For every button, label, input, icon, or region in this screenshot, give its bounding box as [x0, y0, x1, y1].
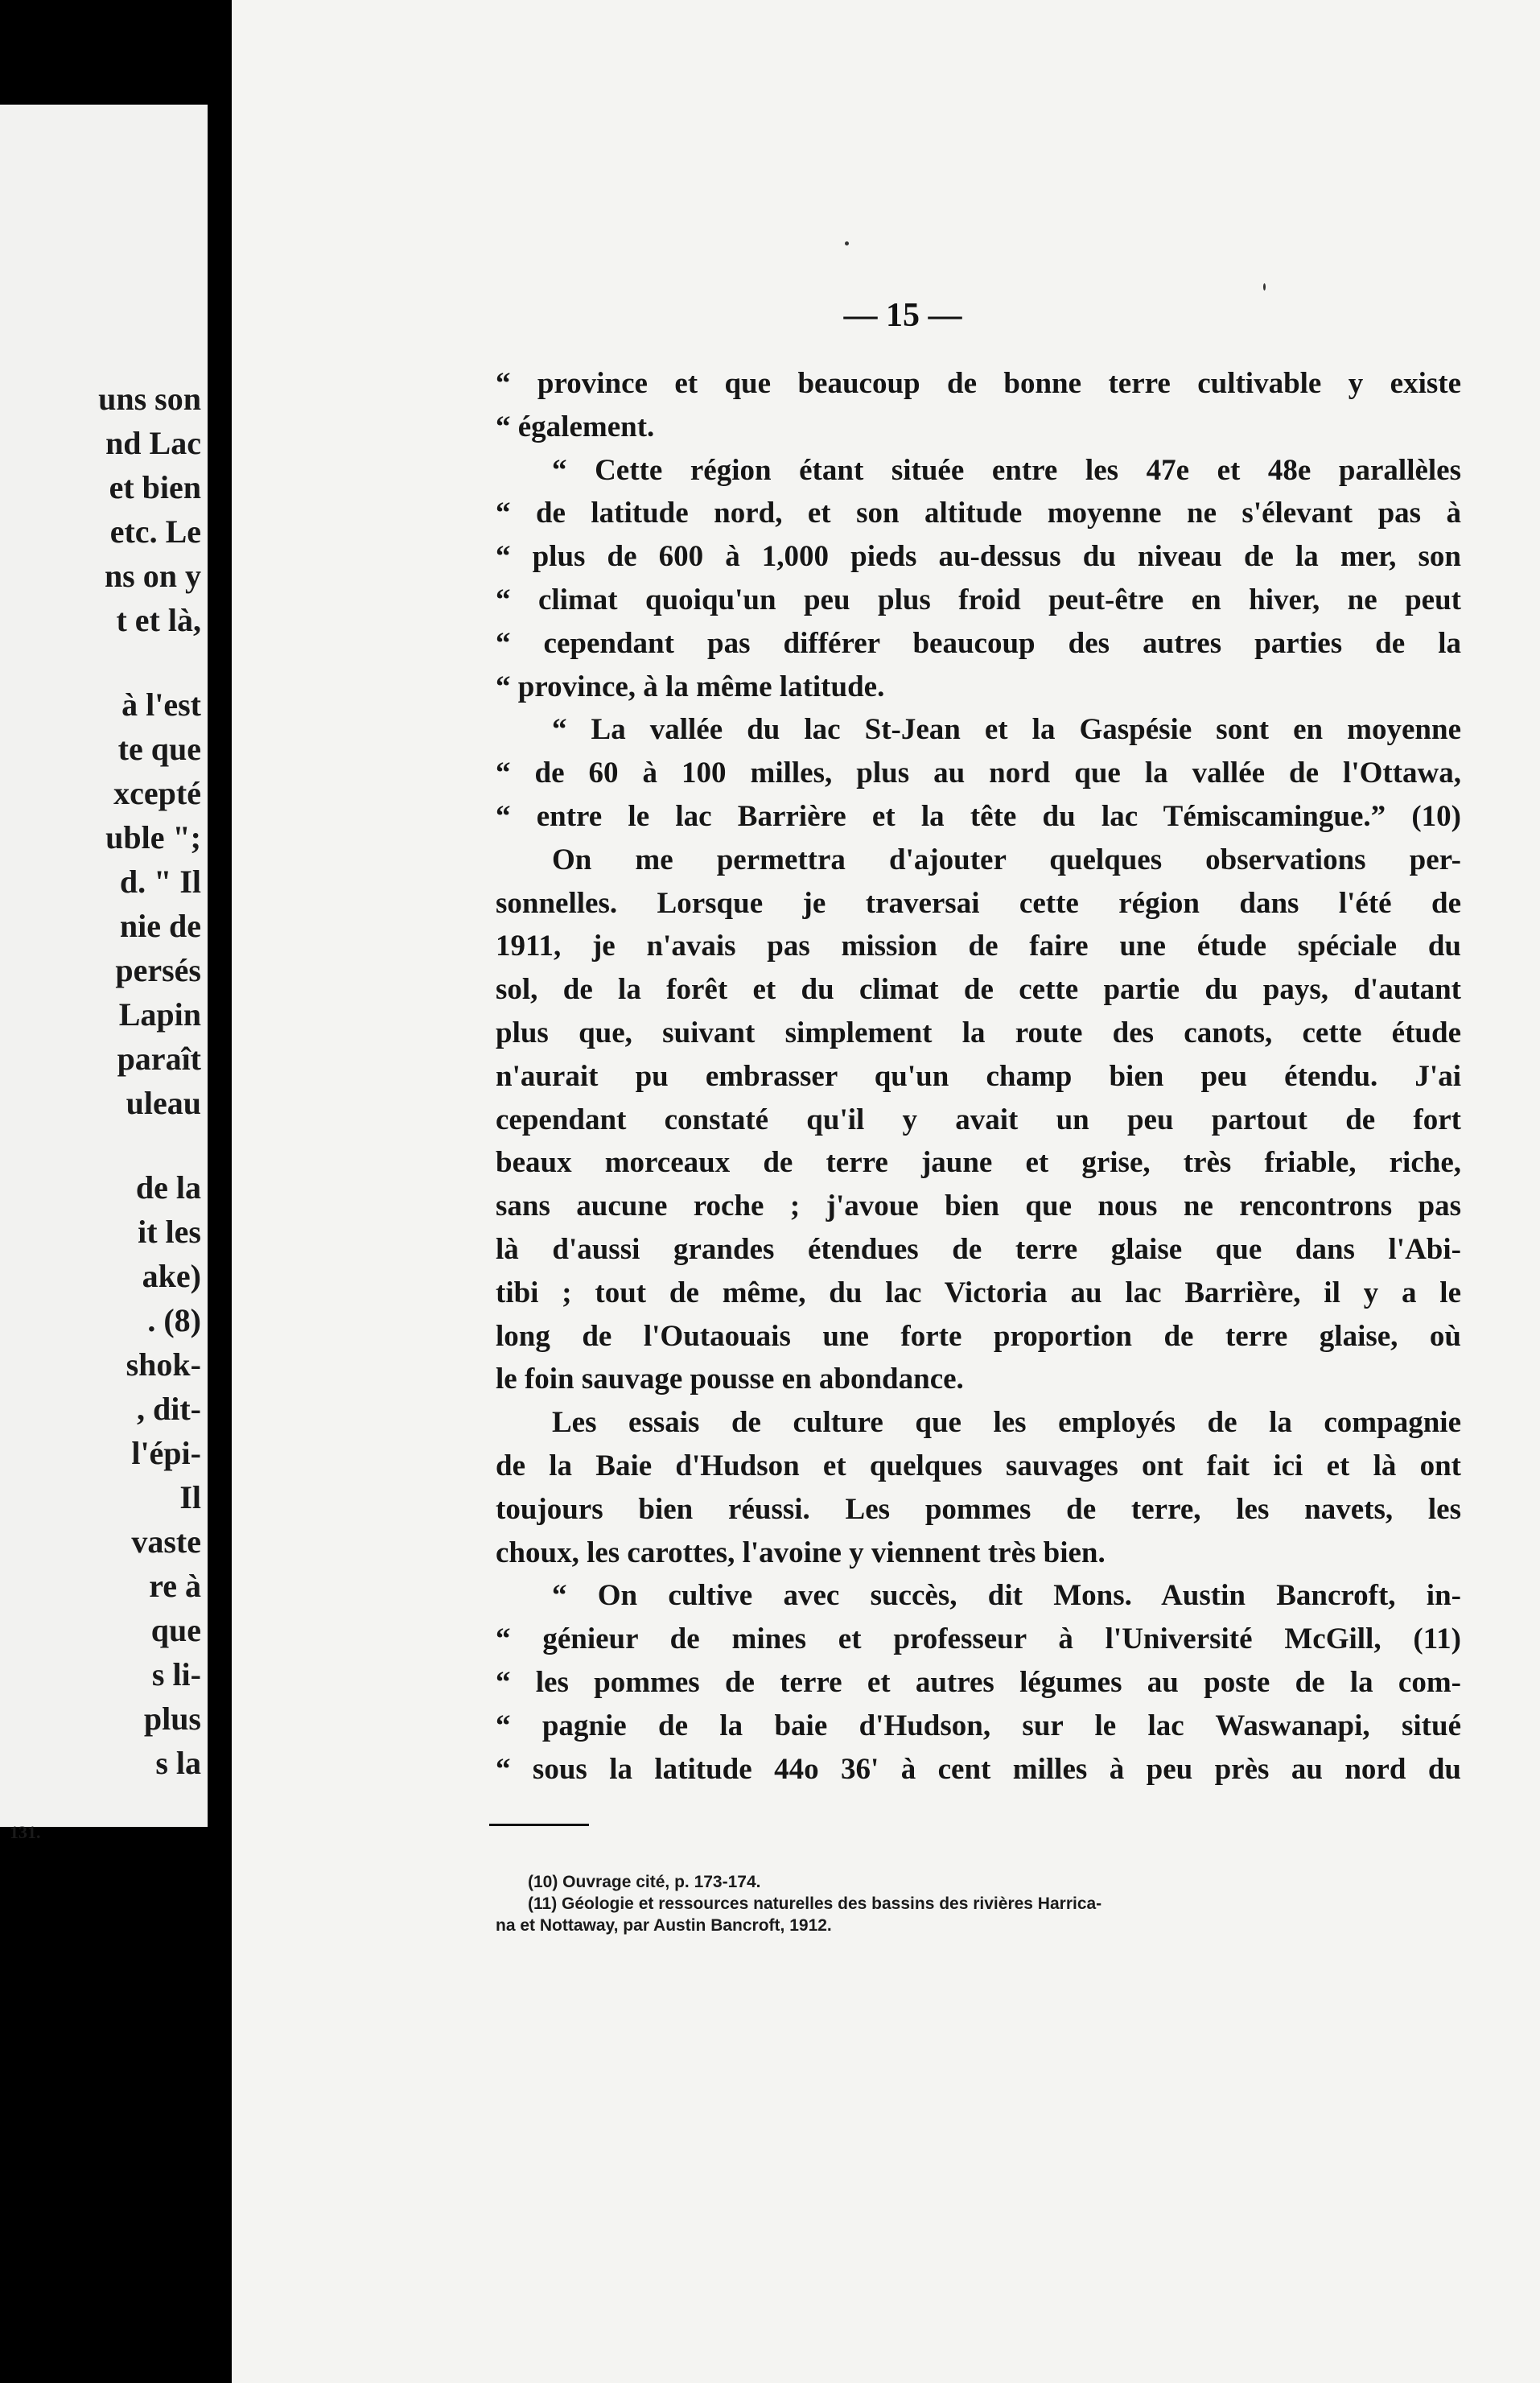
- text-line: “ pagnie de la baie d'Hudson, sur le lac Waswanapi, situé: [496, 1709, 1461, 1742]
- scan-speck: [1263, 283, 1266, 291]
- page-number: — 15 —: [843, 297, 962, 334]
- text-line: sonnelles. Lorsque je traversai cette région dans l'été de: [496, 886, 1461, 920]
- left-fragment: vaste: [131, 1523, 201, 1560]
- left-fragment: ns on y: [104, 558, 201, 594]
- main-page: [219, 0, 1540, 2383]
- footnote: (10) Ouvrage cité, p. 173-174.: [528, 1873, 761, 1891]
- text-line: là d'aussi grandes étendues de terre glaise que dans l'Abi-: [496, 1232, 1461, 1266]
- left-fragment: etc. Le: [109, 513, 201, 550]
- left-fragment: s li-: [151, 1656, 201, 1692]
- left-fragment: paraît: [117, 1041, 201, 1077]
- text-line: cependant constaté qu'il y avait un peu partout de fort: [496, 1103, 1461, 1136]
- text-line: “ On cultive avec succès, dit Mons. Austin Bancroft, in-: [552, 1579, 1461, 1613]
- text-line: toujours bien réussi. Les pommes de terre, les navets, les: [496, 1492, 1461, 1526]
- left-fragment: uleau: [126, 1085, 201, 1121]
- text-line: Les essais de culture que les employés de la compagnie: [552, 1406, 1461, 1440]
- text-line: “ de latitude nord, et son altitude moyenne ne s'élevant pas à: [496, 497, 1461, 530]
- footnote: (11) Géologie et ressources naturelles des bassins des rivières Harrica-: [528, 1894, 1102, 1913]
- left-fragment: ake): [142, 1258, 201, 1294]
- body-text: [496, 362, 1461, 1791]
- left-fragment: l'épi-: [131, 1435, 201, 1471]
- left-fragment: à l'est: [121, 686, 201, 723]
- text-line: de la Baie d'Hudson et quelques sauvages ont fait ici et là ont: [496, 1449, 1461, 1482]
- scan-speck: [845, 241, 849, 245]
- text-line: “ plus de 600 à 1,000 pieds au-dessus du niveau de la mer, son: [496, 540, 1461, 574]
- text-line: “ sous la latitude 44o 36' à cent milles à peu près au nord du: [496, 1752, 1461, 1786]
- left-fragment: , dit-: [137, 1391, 201, 1427]
- footnote: na et Nottaway, par Austin Bancroft, 1912.: [496, 1916, 832, 1935]
- text-line: “ La vallée du lac St-Jean et la Gaspésie sont en moyenne: [552, 713, 1461, 747]
- left-fragment: nd Lac: [105, 425, 201, 461]
- left-fragment: persés: [115, 952, 201, 988]
- text-line: 1911, je n'avais pas mission de faire une étude spéciale du: [496, 930, 1461, 963]
- left-fragment: Il: [179, 1479, 201, 1515]
- left-fragment: shok-: [126, 1346, 201, 1383]
- text-line: sans aucune roche ; j'avoue bien que nous ne rencontrons pas: [496, 1189, 1461, 1223]
- text-line: “ entre le lac Barrière et la tête du lac Témiscamingue.” (10): [496, 799, 1461, 833]
- left-page-fragment: [0, 105, 208, 1842]
- left-fragment: uble ";: [105, 819, 201, 855]
- text-line: le foin sauvage pousse en abondance.: [496, 1363, 964, 1396]
- text-line: “ climat quoiqu'un peu plus froid peut-être en hiver, ne peut: [496, 583, 1461, 616]
- footnote-rule: [489, 1824, 589, 1826]
- text-line: On me permettra d'ajouter quelques observations per-: [552, 843, 1461, 876]
- left-fragment: de la: [135, 1169, 201, 1206]
- text-line: “ cependant pas différer beaucoup des autres parties de la: [496, 626, 1461, 660]
- text-line: long de l'Outaouais une forte proportion de terre glaise, où: [496, 1319, 1461, 1353]
- footnotes: [496, 1871, 1445, 1936]
- left-fragment: d. " Il: [119, 864, 201, 900]
- text-line: tibi ; tout de même, du lac Victoria au lac Barrière, il y a le: [496, 1276, 1461, 1309]
- left-fragment: . (8): [147, 1302, 201, 1338]
- text-line: sol, de la forêt et du climat de cette partie du pays, d'autant: [496, 973, 1461, 1007]
- left-fragment: it les: [138, 1214, 201, 1250]
- left-page-number: 131.: [10, 1822, 41, 1842]
- text-line: plus que, suivant simplement la route des canots, cette étude: [496, 1016, 1461, 1049]
- left-fragment: et bien: [109, 469, 201, 505]
- left-fragment: re à: [149, 1568, 201, 1604]
- left-fragment: Lapin: [118, 996, 201, 1033]
- gutter-rule: [219, 0, 232, 2383]
- left-fragment: que: [150, 1612, 201, 1648]
- text-line: n'aurait pu embrasser qu'un champ bien peu étendu. J'ai: [496, 1059, 1461, 1093]
- left-fragment: uns son: [98, 381, 201, 417]
- text-line: “ province et que beaucoup de bonne terre cultivable y existe: [496, 367, 1461, 400]
- left-fragment: te que: [117, 731, 201, 767]
- left-fragment: t et là,: [116, 602, 201, 638]
- text-line: choux, les carottes, l'avoine y viennent très bien.: [496, 1536, 1106, 1569]
- text-line: “ également.: [496, 410, 655, 443]
- text-line: “ de 60 à 100 milles, plus au nord que la vallée de l'Ottawa,: [496, 757, 1461, 790]
- text-line: “ Cette région étant située entre les 47e et 48e parallèles: [552, 453, 1461, 487]
- left-fragment: xcepté: [113, 775, 201, 811]
- text-line: beaux morceaux de terre jaune et grise, très friable, riche,: [496, 1146, 1461, 1180]
- text-line: “ province, à la même latitude.: [496, 670, 885, 703]
- left-fragment: s la: [155, 1745, 201, 1781]
- text-line: “ les pommes de terre et autres légumes au poste de la com-: [496, 1665, 1461, 1699]
- left-fragment: nie de: [119, 908, 201, 944]
- text-line: “ génieur de mines et professeur à l'Université McGill, (11): [496, 1622, 1461, 1656]
- left-fragment: plus: [143, 1701, 201, 1737]
